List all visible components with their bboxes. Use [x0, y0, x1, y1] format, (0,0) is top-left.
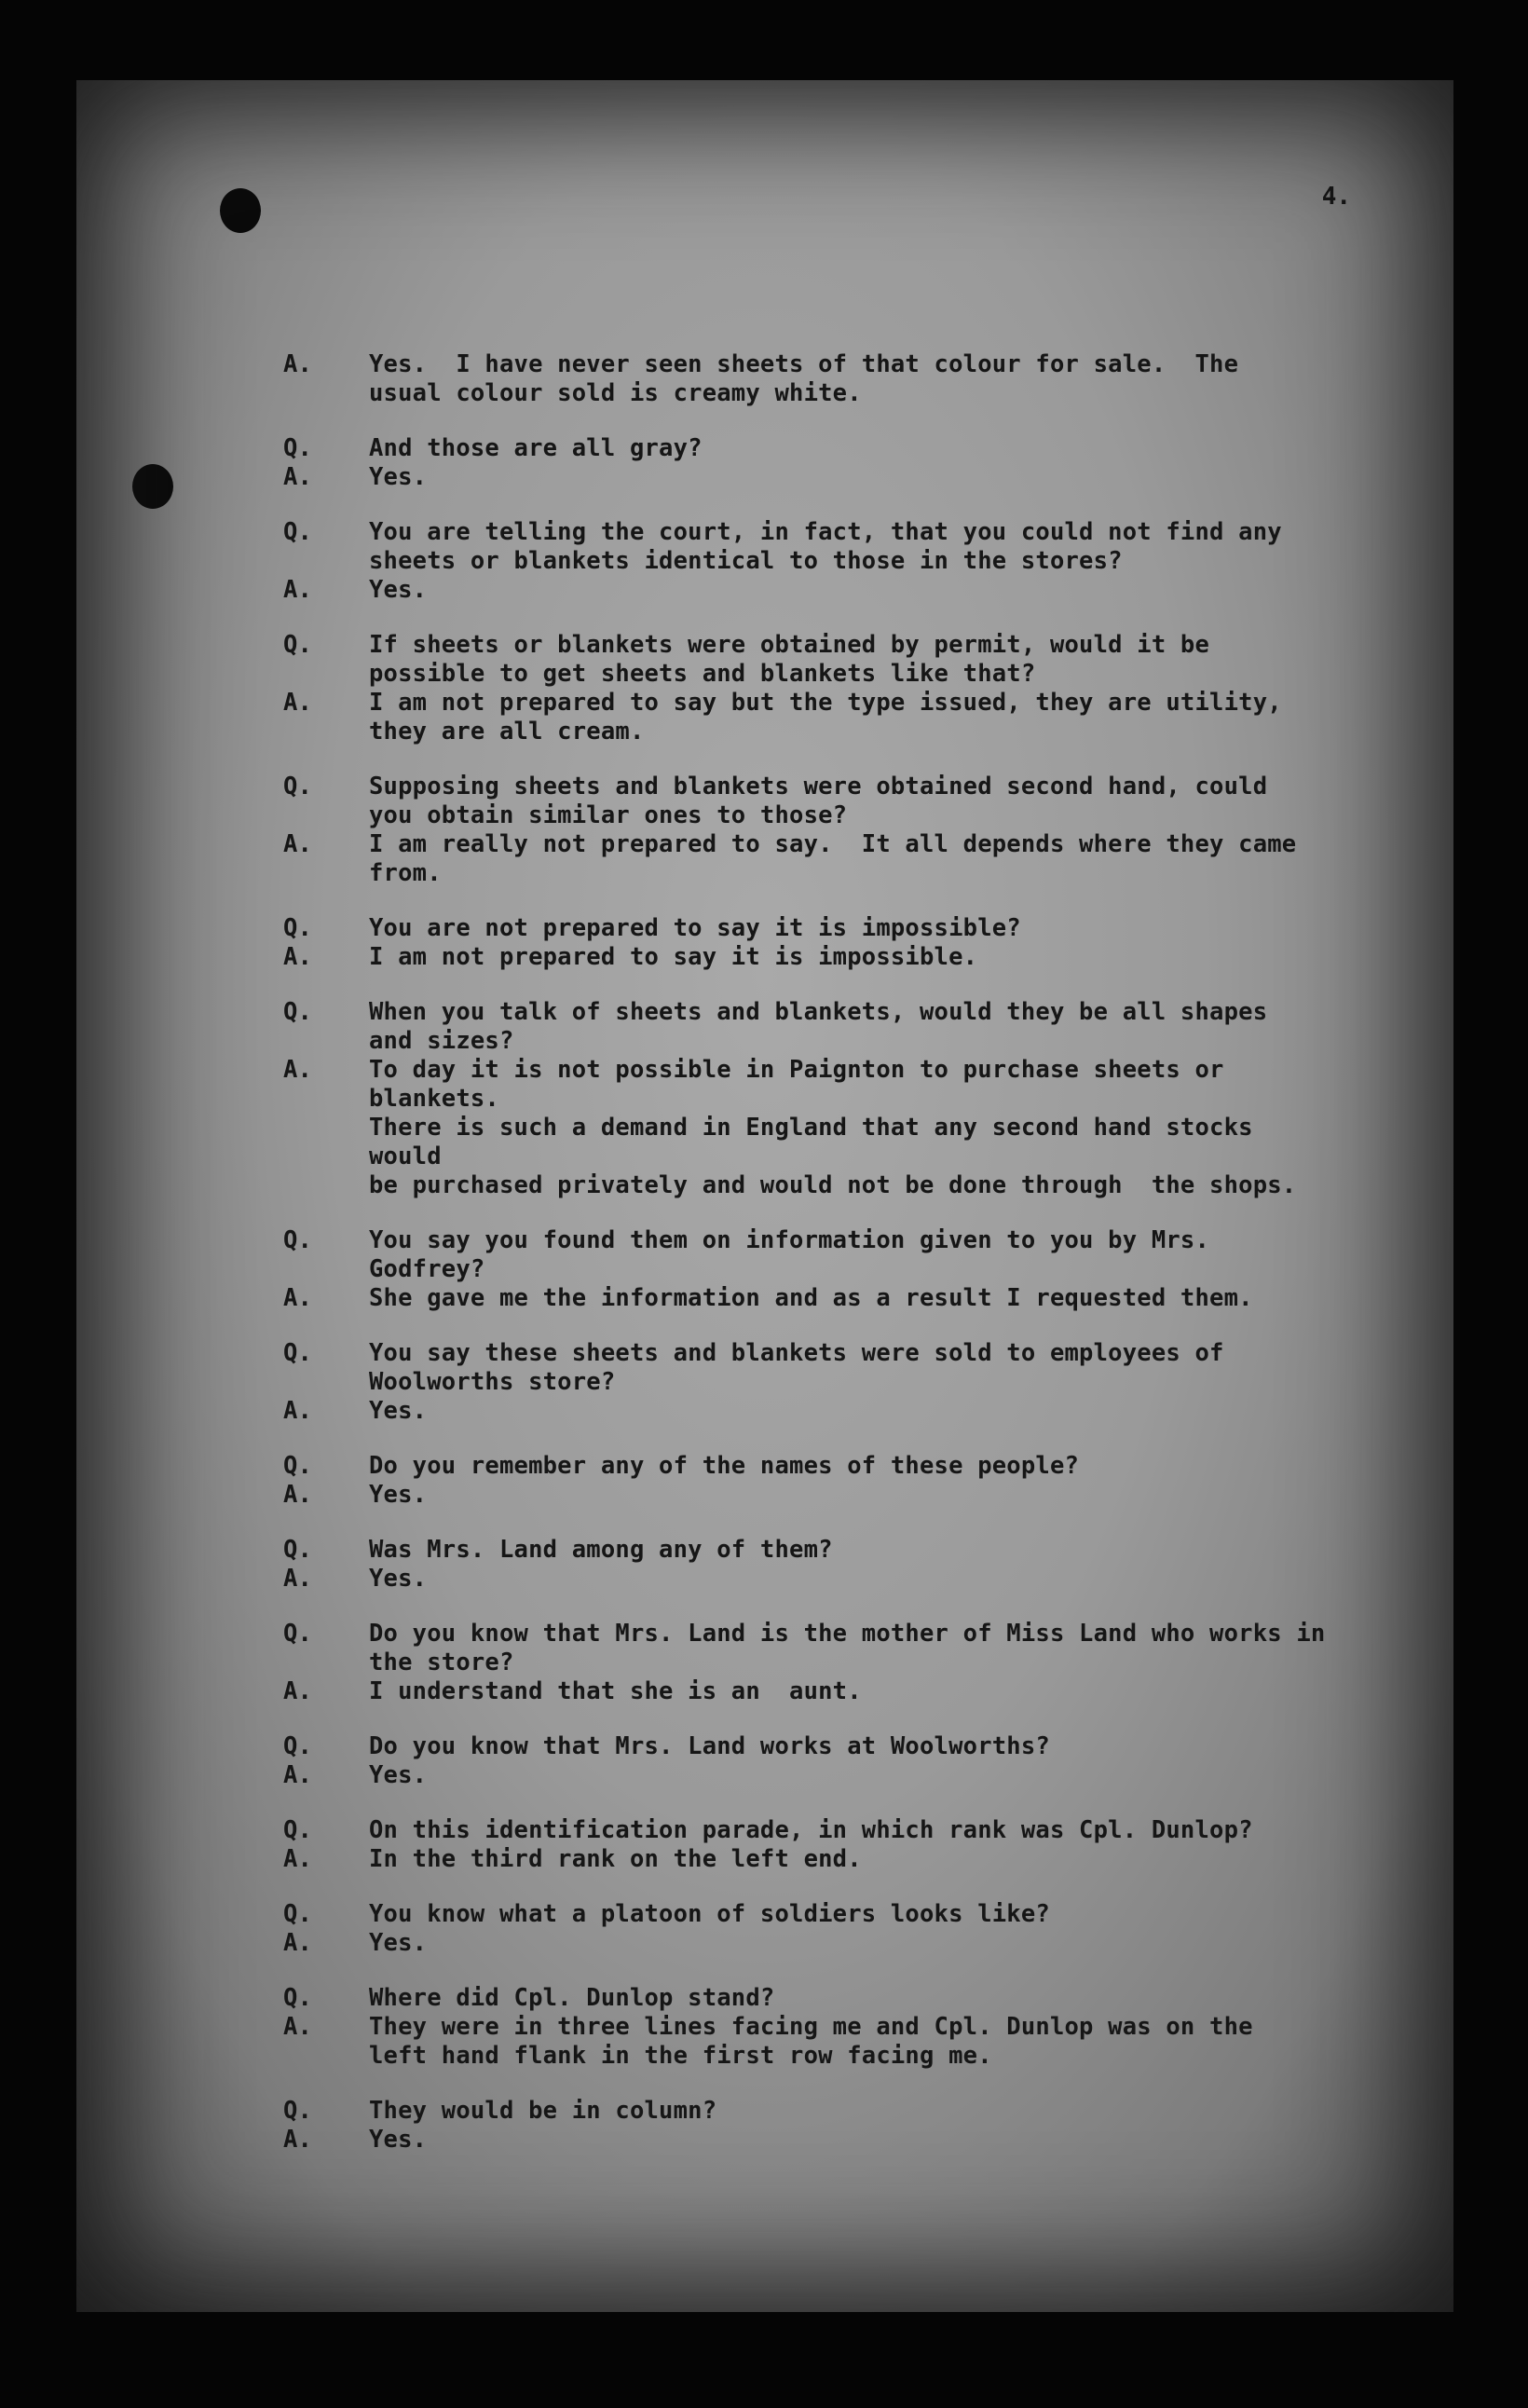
question-line	[76, 1226, 1453, 1284]
answer-line	[76, 1481, 1453, 1510]
answer-line	[76, 576, 1453, 605]
testimony-text: When you talk of sheets and blankets, would they be all shapes and sizes?	[369, 998, 1268, 1055]
answer-line	[76, 1761, 1453, 1790]
testimony-text: If sheets or blankets were obtained by permit, would it be possible to get sheets and blankets like that?	[369, 631, 1210, 688]
testimony-text: Yes.	[369, 2126, 428, 2154]
speaker-label: A.	[283, 1284, 313, 1312]
speaker-label: Q.	[283, 1536, 313, 1564]
speaker-label: Q.	[283, 434, 313, 462]
speaker-label: A.	[283, 463, 313, 491]
question-line	[76, 2097, 1453, 2126]
qa-exchange	[76, 631, 1453, 746]
answer-line	[76, 1565, 1453, 1594]
question-line	[76, 1536, 1453, 1565]
qa-exchange	[76, 1226, 1453, 1313]
testimony-text: You are not prepared to say it is impossible?	[369, 914, 1021, 942]
question-line	[76, 1452, 1453, 1481]
testimony-text: She gave me the information and as a result I requested them.	[369, 1284, 1253, 1312]
testimony-text: You know what a platoon of soldiers looks like?	[369, 1900, 1050, 1928]
page-number: 4.	[1321, 183, 1351, 211]
testimony-text: Yes.	[369, 1929, 428, 1957]
testimony-text: They would be in column?	[369, 2097, 717, 2125]
speaker-label: A.	[283, 576, 313, 604]
qa-exchange	[76, 1900, 1453, 1958]
qa-exchange	[76, 914, 1453, 972]
question-line	[76, 434, 1453, 463]
document-page	[76, 80, 1453, 2312]
qa-exchange	[76, 1452, 1453, 1510]
testimony-text: You say these sheets and blankets were sold to employees of Woolworths store?	[369, 1339, 1224, 1396]
speaker-label: A.	[283, 1845, 313, 1873]
question-line	[76, 1620, 1453, 1677]
testimony-text: Yes.	[369, 1481, 428, 1509]
question-line	[76, 998, 1453, 1056]
answer-line	[76, 943, 1453, 972]
speaker-label: Q.	[283, 1452, 313, 1480]
speaker-label: Q.	[283, 1900, 313, 1928]
qa-exchange	[76, 518, 1453, 605]
answer-line	[76, 1677, 1453, 1706]
testimony-text: I am not prepared to say it is impossible.	[369, 943, 978, 971]
testimony-text: Yes.	[369, 463, 428, 491]
answer-line	[76, 2013, 1453, 2071]
testimony-text: You are telling the court, in fact, that you could not find any sheets or blankets identical to those in the stores?	[369, 518, 1282, 575]
testimony-text: I am not prepared to say but the type issued, they are utility, they are all cream.	[369, 689, 1282, 746]
testimony-text: Yes.	[369, 1761, 428, 1789]
answer-line	[76, 689, 1453, 746]
testimony-text: Do you know that Mrs. Land is the mother of Miss Land who works in the store?	[369, 1620, 1326, 1676]
testimony-text: I am really not prepared to say. It all depends where they came from.	[369, 830, 1297, 887]
speaker-label: Q.	[283, 1984, 313, 2012]
speaker-label: Q.	[283, 2097, 313, 2125]
qa-exchange	[76, 1816, 1453, 1874]
speaker-label: A.	[283, 1056, 313, 1084]
transcript-body	[76, 350, 1453, 2181]
answer-line	[76, 830, 1453, 888]
question-line	[76, 1339, 1453, 1397]
question-line	[76, 1732, 1453, 1761]
qa-exchange	[76, 998, 1453, 1200]
speaker-label: Q.	[283, 631, 313, 659]
testimony-text: Supposing sheets and blankets were obtained second hand, could you obtain similar ones to those?	[369, 773, 1268, 829]
qa-exchange	[76, 1339, 1453, 1426]
answer-line	[76, 1397, 1453, 1426]
question-line	[76, 1816, 1453, 1845]
punch-hole-top	[220, 188, 261, 233]
answer-line	[76, 1284, 1453, 1313]
speaker-label: A.	[283, 689, 313, 717]
speaker-label: Q.	[283, 1620, 313, 1648]
testimony-text: Yes.	[369, 1565, 428, 1593]
question-line	[76, 518, 1453, 576]
speaker-label: Q.	[283, 773, 313, 800]
testimony-text: Was Mrs. Land among any of them?	[369, 1536, 833, 1564]
speaker-label: A.	[283, 2013, 313, 2041]
testimony-text: You say you found them on information given to you by Mrs. Godfrey?	[369, 1226, 1224, 1283]
qa-exchange	[76, 1620, 1453, 1706]
speaker-label: A.	[283, 1481, 313, 1509]
answer-line	[76, 1845, 1453, 1874]
speaker-label: Q.	[283, 1732, 313, 1760]
testimony-text: Yes.	[369, 576, 428, 604]
testimony-text: On this identification parade, in which rank was Cpl. Dunlop?	[369, 1816, 1253, 1844]
question-line	[76, 914, 1453, 943]
question-line	[76, 1900, 1453, 1929]
testimony-text: Do you remember any of the names of these people?	[369, 1452, 1080, 1480]
speaker-label: A.	[283, 1677, 313, 1705]
speaker-label: A.	[283, 1761, 313, 1789]
testimony-text: They were in three lines facing me and Cpl. Dunlop was on the left hand flank in the first row facing me.	[369, 2013, 1253, 2070]
testimony-text: Where did Cpl. Dunlop stand?	[369, 1984, 775, 2012]
qa-exchange	[76, 350, 1453, 408]
qa-exchange	[76, 1536, 1453, 1594]
speaker-label: A.	[283, 1397, 313, 1425]
speaker-label: A.	[283, 2126, 313, 2154]
testimony-text: And those are all gray?	[369, 434, 703, 462]
testimony-text: Do you know that Mrs. Land works at Woolworths?	[369, 1732, 1050, 1760]
testimony-text: To day it is not possible in Paignton to purchase sheets or blankets. There is such a demand in England that any second hand stocks would be purchased privately and would not be done through the shops.	[369, 1056, 1297, 1199]
speaker-label: Q.	[283, 914, 313, 942]
speaker-label: A.	[283, 943, 313, 971]
speaker-label: Q.	[283, 1339, 313, 1367]
qa-exchange	[76, 773, 1453, 888]
answer-line	[76, 350, 1453, 408]
speaker-label: A.	[283, 1929, 313, 1957]
speaker-label: Q.	[283, 1816, 313, 1844]
speaker-label: A.	[283, 830, 313, 858]
testimony-text: I understand that she is an aunt.	[369, 1677, 862, 1705]
answer-line	[76, 463, 1453, 492]
speaker-label: A.	[283, 350, 313, 378]
qa-exchange	[76, 1732, 1453, 1790]
testimony-text: In the third rank on the left end.	[369, 1845, 862, 1873]
speaker-label: A.	[283, 1565, 313, 1593]
qa-exchange	[76, 2097, 1453, 2155]
qa-exchange	[76, 434, 1453, 492]
testimony-text: Yes.	[369, 1397, 428, 1425]
speaker-label: Q.	[283, 998, 313, 1026]
answer-line	[76, 1929, 1453, 1958]
question-line	[76, 631, 1453, 689]
speaker-label: Q.	[283, 518, 313, 546]
testimony-text: Yes. I have never seen sheets of that colour for sale. The usual colour sold is creamy white.	[369, 350, 1239, 407]
answer-line	[76, 2126, 1453, 2155]
question-line	[76, 1984, 1453, 2013]
qa-exchange	[76, 1984, 1453, 2071]
answer-line	[76, 1056, 1453, 1200]
question-line	[76, 773, 1453, 830]
speaker-label: Q.	[283, 1226, 313, 1254]
